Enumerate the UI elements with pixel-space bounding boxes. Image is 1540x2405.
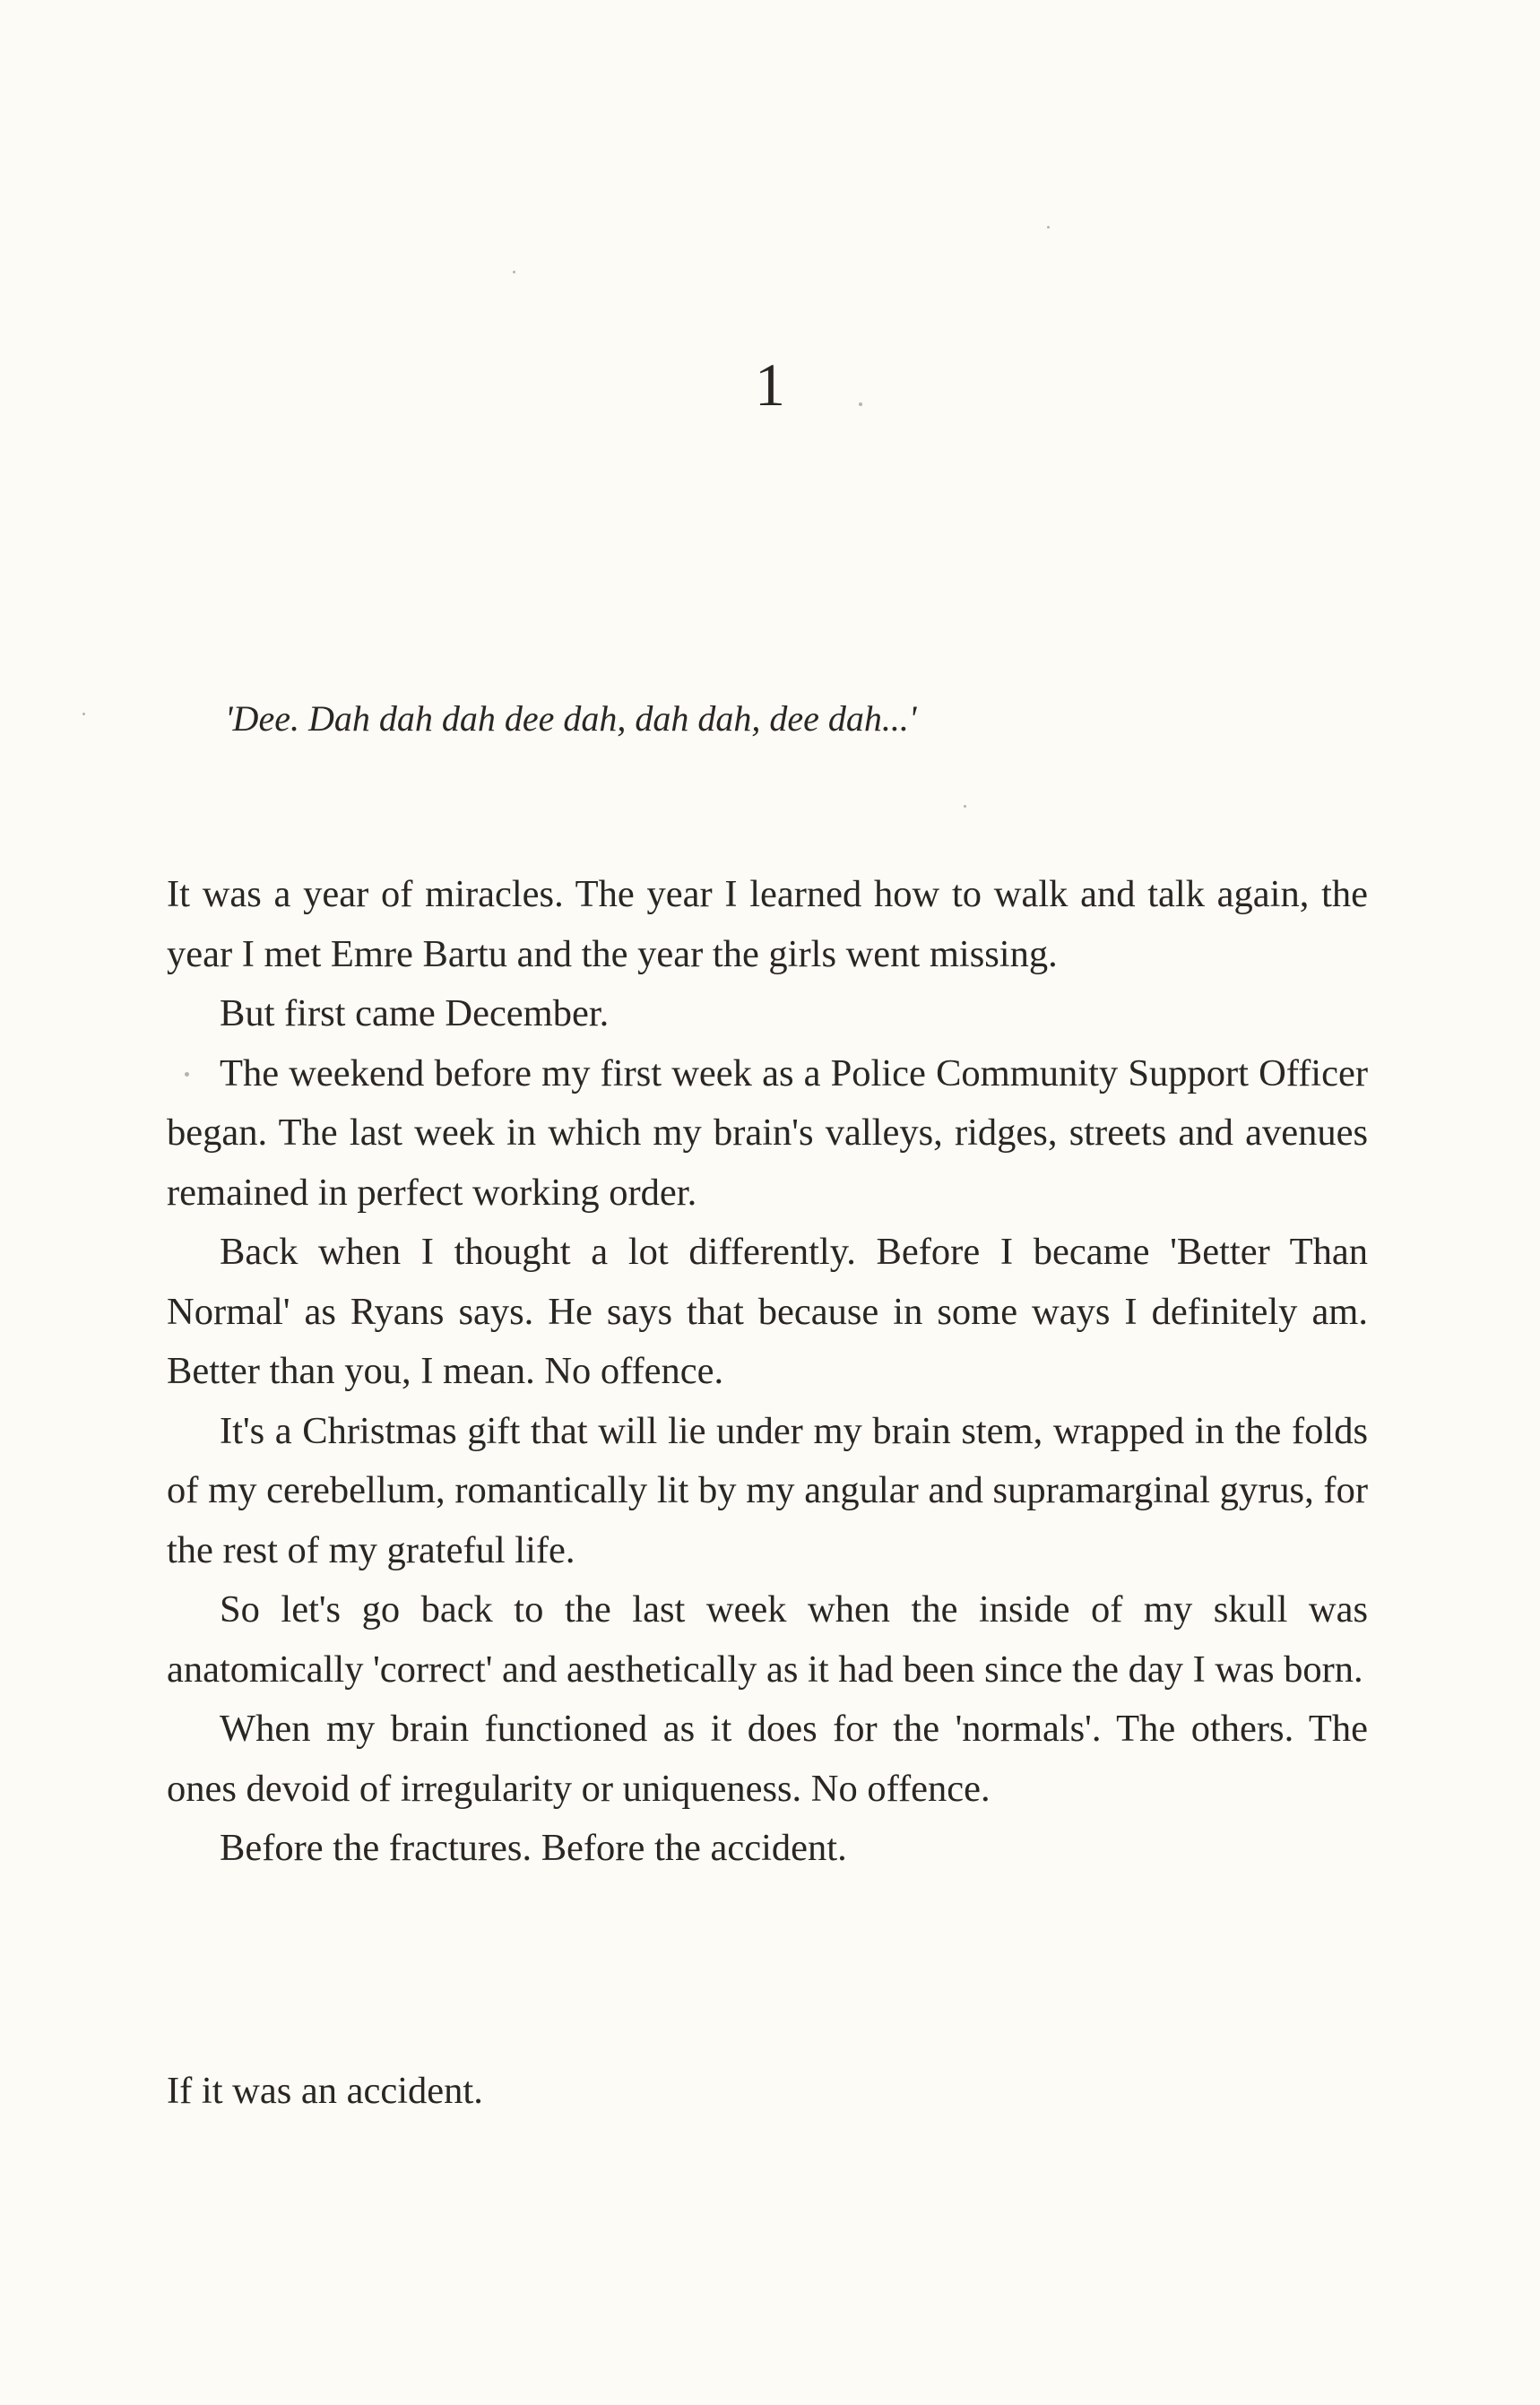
paper-speck [82,713,85,715]
paragraph: So let's go back to the last week when the inside of my skull was anatomically 'correct' and aesthetically as it had been since the day I was born. [167,1588,1368,1691]
epigraph: 'Dee. Dah dah dah dee dah, dah dah, dee dah...' [225,698,917,739]
paragraph: When my brain functioned as it does for the 'normals'. The others. The ones devoid of irregularity or uniqueness. No offence. [167,1708,1368,1810]
paragraph: It was a year of miracles. The year I learned how to walk and talk again, the year I met Emre Bartu and the year the girls went missing. [167,873,1368,975]
paper-speck [1047,226,1050,229]
paper-speck [185,1072,189,1077]
body-text [167,865,1368,1879]
paragraph: Back when I thought a lot differently. Before I became 'Better Than Normal' as Ryans says. He says that because in some ways I definitely am. Better than you, I mean. No offence. [167,1231,1368,1392]
paper-speck [513,271,515,273]
paragraph: But first came December. [220,992,610,1034]
closing-line: If it was an accident. [167,2070,483,2112]
paper-speck [859,402,862,406]
paper-speck [964,805,966,808]
paragraph: The weekend before my first week as a Police Community Support Officer began. The last week in which my brain's valleys, ridges, streets and avenues remained in perfect working order. [167,1051,1368,1214]
paragraph: Before the fractures. Before the accident. [220,1827,847,1869]
paragraph: It's a Christmas gift that will lie under my brain stem, wrapped in the folds of my cerebellum, romantically lit by my angular and supramarginal gyrus, for the rest of my grateful life. [167,1409,1368,1571]
chapter-number: 1 [755,350,785,419]
